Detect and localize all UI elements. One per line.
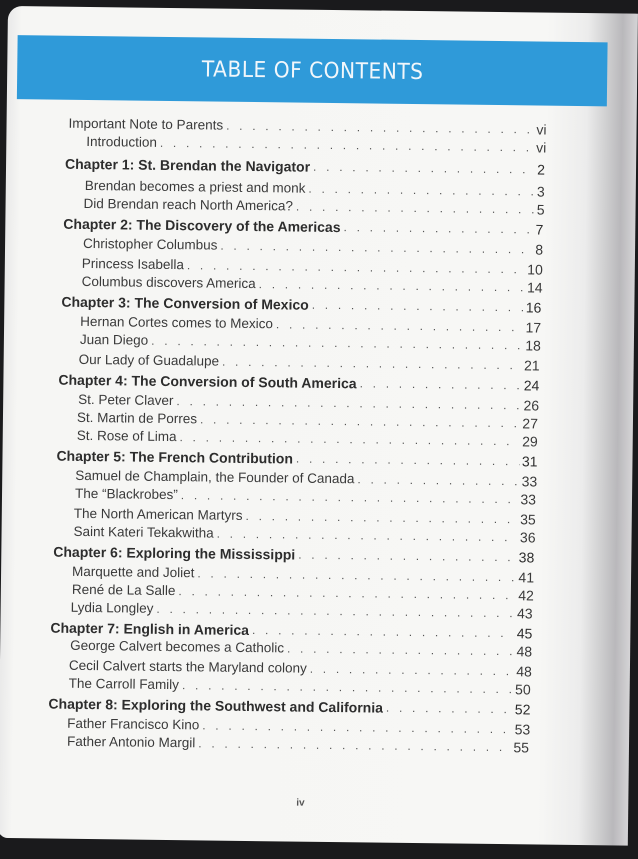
toc-entry-title: Lydia Longley — [70, 599, 154, 616]
toc-entry-page: 10 — [527, 261, 543, 278]
toc-entry-title: Brendan becomes a priest and monk — [84, 177, 306, 196]
toc-entry-title: Marquette and Joliet — [72, 563, 195, 581]
dot-leader — [298, 546, 517, 567]
toc-entry-page: 2 — [537, 161, 546, 178]
dot-leader — [179, 428, 520, 450]
page-number: iv — [296, 797, 305, 809]
toc-entry-page: 41 — [518, 569, 535, 586]
toc-entry-page: 48 — [516, 643, 533, 660]
toc-entry-page: 38 — [518, 549, 535, 566]
toc-entry-title: Important Note to Parents — [68, 115, 224, 133]
toc-entry-page: 21 — [523, 357, 540, 374]
toc-entry-page: 26 — [523, 397, 540, 414]
toc-entry-title: Introduction — [86, 133, 157, 150]
toc-entry-title: Samuel de Champlain, the Founder of Canada — [75, 467, 355, 487]
toc-entry-title: Chapter 5: The French Contribution — [56, 447, 294, 467]
toc-entry-title: St. Rose of Lima — [76, 427, 177, 445]
toc-entry-page: 35 — [520, 511, 536, 528]
dot-leader — [296, 450, 520, 471]
toc-entry-page: 24 — [523, 377, 540, 394]
dot-leader — [287, 639, 515, 660]
toc-entry-page: 53 — [514, 721, 531, 738]
dot-leader — [313, 158, 535, 179]
toc-entry-title: Hernan Cortes comes to Mexico — [80, 313, 274, 332]
dot-leader — [312, 296, 524, 317]
toc-entry-title: Columbus discovers America — [81, 273, 256, 292]
dot-leader — [343, 218, 533, 238]
dot-leader — [217, 525, 519, 547]
toc-entry-title: George Calvert becomes a Catholic — [70, 637, 285, 656]
toc-chapter-entry — [65, 155, 545, 179]
toc-entry-title: Juan Diego — [79, 331, 149, 348]
toc-entry-page: 52 — [514, 701, 531, 718]
dot-leader — [198, 734, 511, 756]
toc-entry-page: 43 — [516, 605, 533, 622]
toc-entry-page: 50 — [515, 681, 531, 698]
book-page — [0, 6, 638, 846]
toc-entry-page: 8 — [535, 241, 544, 258]
toc-entry-title: René de La Salle — [71, 581, 176, 599]
toc-entry-title: Chapter 2: The Discovery of the Americas — [63, 215, 341, 236]
toc-entry-page: 55 — [513, 739, 530, 756]
toc-entry-page: 48 — [516, 663, 533, 680]
toc-entry-page: 29 — [522, 433, 538, 450]
dot-leader — [296, 198, 535, 219]
toc-entry-page: 33 — [520, 491, 537, 508]
toc-entry-page: 3 — [536, 183, 545, 200]
toc-entry-title: Christopher Columbus — [83, 235, 218, 253]
toc-entry-page: 18 — [525, 337, 541, 354]
toc-entry-page: 45 — [516, 625, 533, 642]
toc-entry-title: Cecil Calvert starts the Maryland colony — [68, 657, 307, 676]
dot-leader — [360, 374, 522, 394]
dot-leader — [151, 332, 523, 355]
toc-entry-title: Chapter 3: The Conversion of Mexico — [61, 293, 309, 313]
toc-entry-page: vi — [536, 121, 547, 138]
toc-entry-title: The North American Martyrs — [73, 505, 243, 523]
dot-leader — [222, 353, 522, 375]
dot-leader — [181, 486, 519, 508]
toc-entry-title: Chapter 6: Exploring the Mississippi — [53, 543, 296, 563]
dot-leader — [182, 676, 513, 698]
toc-entry-title: Father Francisco Kino — [67, 715, 200, 733]
dot-leader — [386, 699, 513, 719]
dot-leader — [357, 470, 519, 490]
toc-entry-page: 17 — [525, 319, 542, 336]
title-banner — [17, 35, 608, 106]
toc-entry-title: The Carroll Family — [68, 675, 180, 693]
table-of-contents — [7, 114, 607, 756]
dot-leader — [156, 600, 515, 622]
toc-entry-page: 36 — [519, 529, 536, 546]
toc-entry-title: Chapter 1: St. Brendan the Navigator — [64, 155, 311, 175]
dot-leader — [160, 134, 535, 157]
page-title: TABLE OF CONTENTS — [201, 56, 424, 85]
toc-entry-page: vi — [536, 139, 547, 156]
toc-entry-title: Our Lady of Guadalupe — [78, 351, 220, 369]
toc-entry-title: Chapter 8: Exploring the Southwest and California — [48, 695, 384, 716]
toc-entry-title: The “Blackrobes” — [74, 485, 178, 503]
toc-entry-title: Chapter 7: English in America — [50, 619, 250, 638]
toc-entry-page: 7 — [535, 221, 544, 238]
toc-entry-page: 31 — [521, 453, 538, 470]
toc-entry-title: St. Peter Claver — [78, 391, 174, 409]
toc-entry-page: 27 — [522, 415, 539, 432]
toc-entry-page: 33 — [521, 473, 538, 490]
toc-entry-title: Saint Kateri Tekakwitha — [73, 523, 214, 541]
toc-entry-title: Princess Isabella — [81, 255, 185, 273]
toc-entry-title: St. Martin de Porres — [76, 409, 198, 427]
toc-entry-title: Chapter 4: The Conversion of South America — [58, 371, 357, 392]
toc-entry-page: 5 — [536, 201, 545, 218]
dot-leader — [220, 237, 533, 259]
toc-entry-page: 42 — [518, 587, 534, 604]
toc-entry-title: Father Antonio Margil — [66, 733, 196, 751]
toc-entry-page: 14 — [526, 279, 543, 296]
toc-entry-page: 16 — [525, 299, 542, 316]
dot-leader — [259, 275, 526, 296]
toc-entry-title: Did Brendan reach North America? — [83, 195, 294, 214]
